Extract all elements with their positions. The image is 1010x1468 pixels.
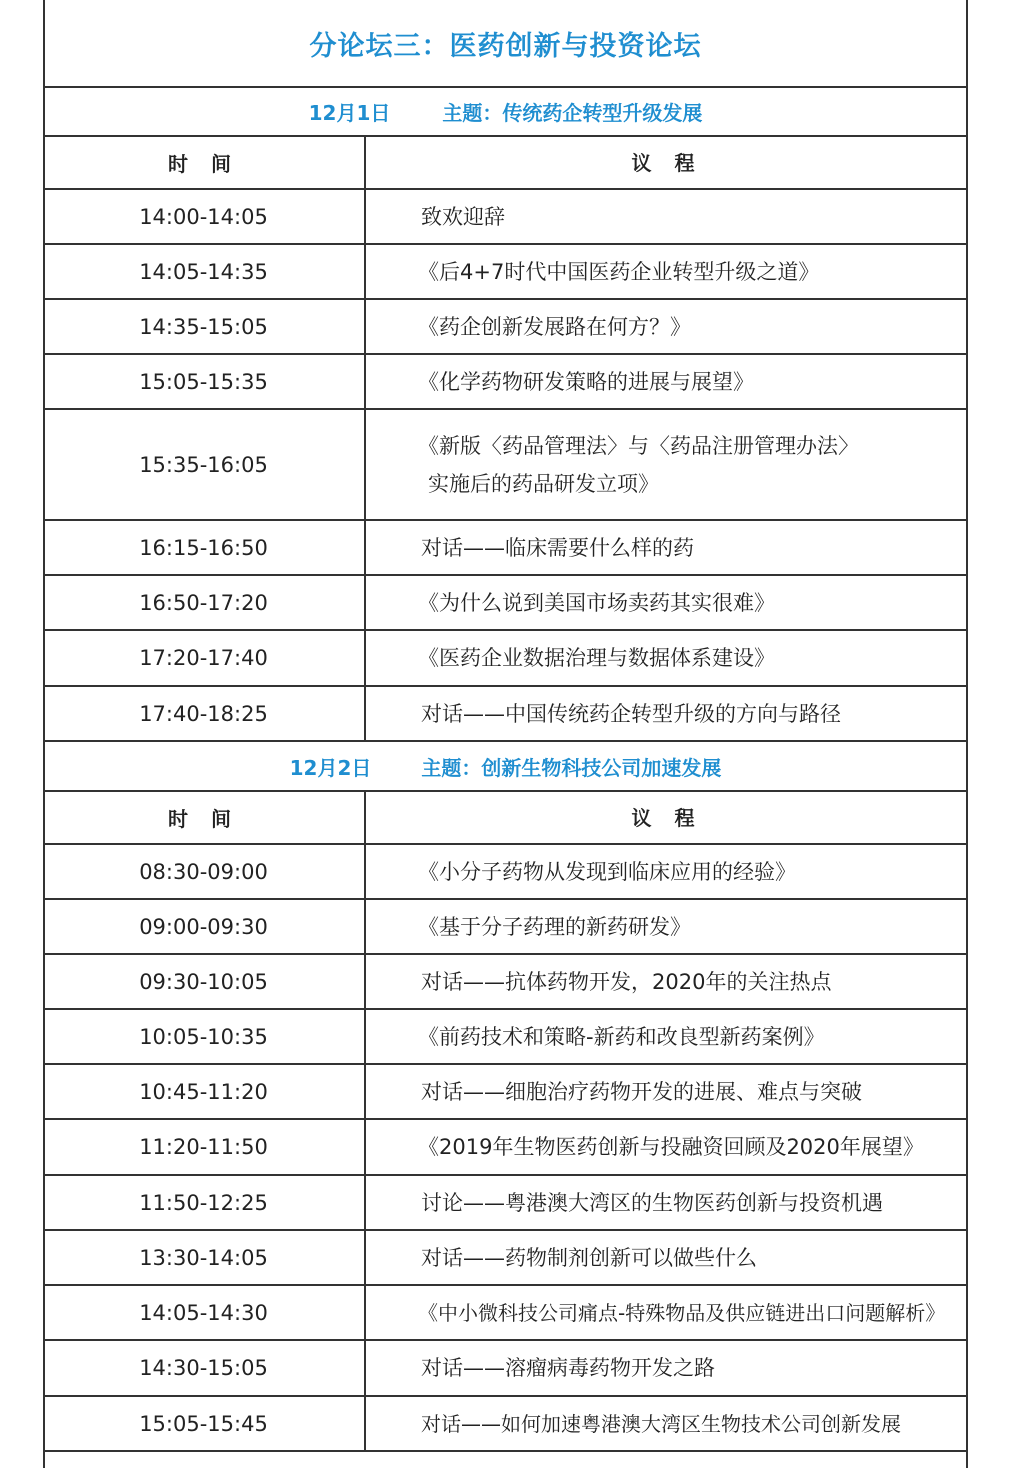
row-time: 10:45-11:20	[43, 1065, 366, 1118]
row-agenda	[366, 955, 968, 1008]
row-agenda	[366, 300, 968, 353]
row-agenda	[366, 355, 968, 408]
row-agenda	[366, 1065, 968, 1118]
row-time: 14:05-14:35	[43, 245, 366, 298]
day-1-theme: 主题：传统药企转型升级发展	[442, 101, 703, 125]
agenda-line: 对话——溶瘤病毒药物开发之路	[421, 1356, 715, 1380]
day-2-row	[43, 742, 968, 792]
agenda-line: 《新版〈药品管理法〉与〈药品注册管理办法〉	[418, 433, 859, 458]
agenda-line: 《医药企业数据治理与数据体系建设》	[418, 646, 775, 670]
table-row	[43, 1231, 968, 1286]
row-time: 09:00-09:30	[43, 900, 366, 953]
agenda-line: 《化学药物研发策略的进展与展望》	[418, 369, 754, 394]
day-2-header-row	[43, 792, 968, 845]
table-row	[43, 1176, 968, 1231]
table-row	[43, 1010, 968, 1065]
agenda-line: 对话——药物制剂创新可以做些什么	[421, 1245, 757, 1270]
row-time: 14:35-15:05	[43, 300, 366, 353]
table-row	[43, 687, 968, 742]
agenda-line: 对话——临床需要什么样的药	[421, 535, 694, 560]
agenda-line: 讨论——粤港澳大湾区的生物医药创新与投资机遇	[421, 1190, 883, 1215]
table-row	[43, 245, 968, 300]
table-row	[43, 955, 968, 1010]
row-time: 17:40-18:25	[43, 687, 366, 740]
agenda-line: 对话——细胞治疗药物开发的进展、难点与突破	[421, 1079, 862, 1104]
header-agenda: 议 程	[631, 150, 703, 175]
row-agenda	[366, 1341, 968, 1395]
row-time: 17:20-17:40	[43, 631, 366, 685]
row-agenda	[366, 1397, 968, 1450]
header-agenda: 议 程	[631, 805, 703, 830]
table-row	[43, 410, 968, 521]
row-agenda	[366, 190, 968, 243]
table-row	[43, 1397, 968, 1452]
row-time: 09:30-10:05	[43, 955, 366, 1008]
table-row	[43, 355, 968, 410]
table-row	[43, 900, 968, 955]
agenda-line: 《前药技术和策略-新药和改良型新药案例》	[418, 1024, 825, 1049]
row-agenda	[366, 631, 968, 685]
table-row	[43, 845, 968, 900]
row-time: 15:05-15:45	[43, 1397, 366, 1450]
row-agenda	[366, 845, 968, 898]
row-time: 15:05-15:35	[43, 355, 366, 408]
agenda-line: 对话——抗体药物开发，2020年的关注热点	[421, 969, 832, 994]
agenda-line: 致欢迎辞	[421, 204, 505, 229]
day-1-row	[43, 88, 968, 137]
row-agenda	[366, 687, 968, 740]
row-agenda	[366, 410, 968, 519]
row-agenda	[366, 245, 968, 298]
row-time: 14:05-14:30	[43, 1286, 366, 1339]
agenda-line: 《后4+7时代中国医药企业转型升级之道》	[418, 259, 820, 284]
agenda-line: 实施后的药品研发立项》	[428, 471, 659, 496]
row-agenda	[366, 521, 968, 574]
row-agenda	[366, 1176, 968, 1229]
row-time: 15:35-16:05	[43, 410, 366, 519]
table-row	[43, 1065, 968, 1120]
table-row	[43, 1120, 968, 1176]
row-time: 16:50-17:20	[43, 576, 366, 629]
row-agenda	[366, 900, 968, 953]
row-time: 16:15-16:50	[43, 521, 366, 574]
row-time: 14:30-15:05	[43, 1341, 366, 1395]
table-row	[43, 576, 968, 631]
page-title: 分论坛三：医药创新与投资论坛	[309, 30, 702, 62]
agenda-line: 《药企创新发展路在何方？》	[418, 314, 691, 339]
agenda-line: 《小分子药物从发现到临床应用的经验》	[418, 859, 796, 884]
day-1-date: 12月1日	[308, 101, 391, 125]
row-agenda	[366, 1010, 968, 1063]
row-time: 08:30-09:00	[43, 845, 366, 898]
row-agenda	[366, 1120, 968, 1174]
row-time: 13:30-14:05	[43, 1231, 366, 1284]
row-agenda	[366, 576, 968, 629]
day-1-header-row	[43, 137, 968, 190]
table-row	[43, 521, 968, 576]
header-time: 时 间	[43, 792, 366, 843]
row-time: 14:00-14:05	[43, 190, 366, 243]
row-time: 11:20-11:50	[43, 1120, 366, 1174]
row-agenda	[366, 1286, 968, 1339]
row-time: 11:50-12:25	[43, 1176, 366, 1229]
agenda-line: 《基于分子药理的新药研发》	[418, 914, 691, 939]
row-time: 10:05-10:35	[43, 1010, 366, 1063]
day-2-date: 12月2日	[289, 755, 372, 780]
table-row	[43, 1286, 968, 1341]
day-2-theme: 主题：创新生物科技公司加速发展	[421, 755, 722, 780]
title-row	[43, 0, 968, 88]
table-row	[43, 1341, 968, 1397]
row-agenda	[366, 1231, 968, 1284]
agenda-line: 《2019年生物医药创新与投融资回顾及2020年展望》	[418, 1135, 924, 1159]
agenda-line: 对话——中国传统药企转型升级的方向与路径	[421, 701, 841, 726]
header-time: 时 间	[43, 137, 366, 188]
table-row	[43, 300, 968, 355]
table-row	[43, 190, 968, 245]
agenda-line: 《中小微科技公司痛点-特殊物品及供应链进出口问题解析》	[418, 1300, 946, 1325]
table-row	[43, 631, 968, 687]
agenda-line: 《为什么说到美国市场卖药其实很难》	[418, 590, 775, 615]
agenda-line: 对话——如何加速粤港澳大湾区生物技术公司创新发展	[421, 1411, 901, 1436]
